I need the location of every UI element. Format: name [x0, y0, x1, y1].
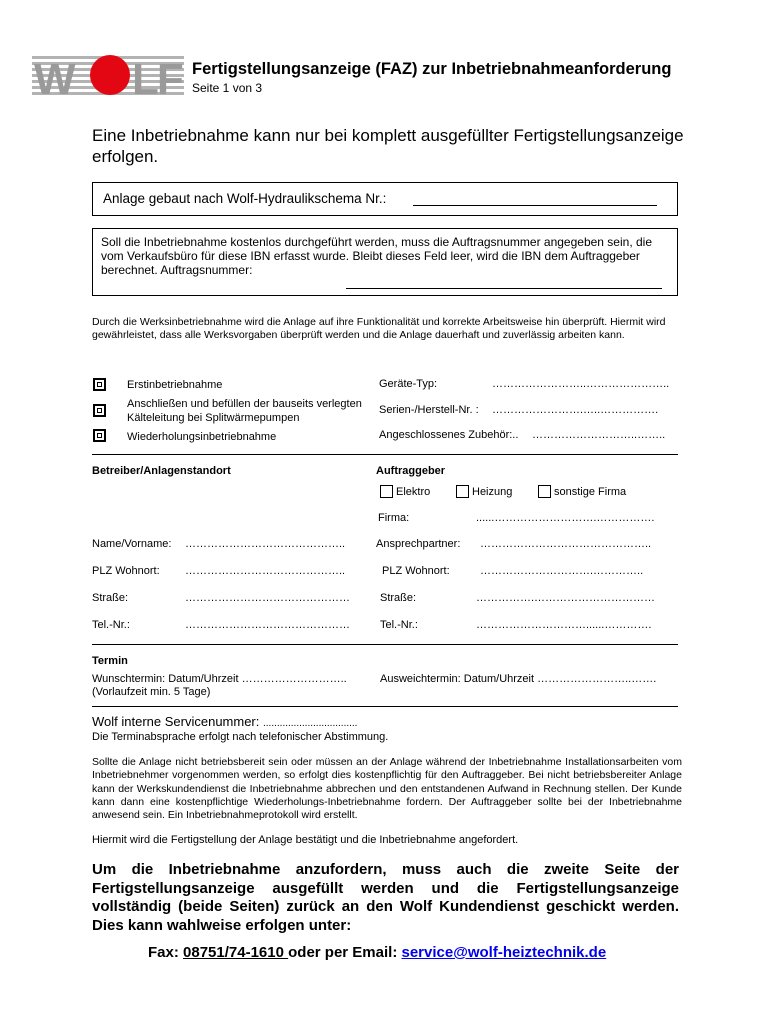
- checkbox-wiederholung[interactable]: [93, 429, 106, 442]
- plz-wohnort-label: PLZ Wohnort:: [92, 565, 160, 577]
- option-wiederholung: Wiederholungsinbetriebnahme: [127, 431, 277, 443]
- auftragsnummer-input-line[interactable]: [346, 288, 662, 289]
- section-divider: [92, 454, 678, 455]
- intro-text: Eine Inbetriebnahme kann nur bei komplett ausgefüllter Fertigstellungsanzeige erfolgen.: [92, 126, 684, 166]
- svg-text:LF: LF: [132, 55, 182, 98]
- name-label: Name/Vorname:: [92, 538, 172, 550]
- strasse-label: Straße:: [92, 592, 129, 604]
- vorlaufzeit-note: (Vorlaufzeit min. 5 Tage): [92, 686, 211, 698]
- checkbox-heizung[interactable]: [456, 485, 469, 498]
- plz-wohnort-dots[interactable]: ……………………………………..: [185, 565, 346, 577]
- tel-label: Tel.-Nr.:: [92, 619, 130, 631]
- kostenpflicht-text: Sollte die Anlage nicht betriebsbereit sein oder müssen an der Anlage während der Inbetriebnahme Installationsarbeiten vom Inbetriebnehmer vorgenommen werden, so erfolgt dies kostenpflichtig für den Auftraggeber. Bei nicht betriebsbereiter Anlage kann der Werkskundendienst die Inbetriebnahme abbrechen und den entstandenen Aufwand in Rechnung stellen. Der Kunde kann dann eine kostenpflichtige Wiederholungs-Inbetriebnahme fordern. Der Auftraggeber sollte bei der Inbetriebnahme anwesend sein. Ein Inbetriebnahmeprotokoll wird erstellt.: [92, 756, 682, 822]
- servicenummer-text: Wolf interne Servicenummer:: [92, 714, 260, 729]
- wunschtermin-field[interactable]: Wunschtermin: Datum/Uhrzeit ………………………..: [92, 673, 347, 685]
- checkbox-sonstige-firma[interactable]: [538, 485, 551, 498]
- bestaetigung-text: Hiermit wird die Fertigstellung der Anlage bestätigt und die Inbetriebnahme angefordert.: [92, 834, 519, 846]
- label-heizung: Heizung: [472, 486, 513, 498]
- ag-strasse-label: Straße:: [380, 592, 417, 604]
- tel-dots[interactable]: ………………………………………: [185, 619, 350, 631]
- ansprechpartner-label: Ansprechpartner:: [376, 538, 461, 550]
- geraete-typ-dots[interactable]: ……………………..…………………..: [492, 378, 670, 390]
- checkbox-erstinbetriebnahme[interactable]: [93, 378, 106, 391]
- auftraggeber-heading: Auftraggeber: [376, 465, 446, 477]
- ag-strasse-dots[interactable]: …………….……………………………: [476, 592, 656, 604]
- contact-line: [148, 944, 606, 961]
- firma-dots[interactable]: ......……………………….…………….: [476, 512, 655, 524]
- document-title: Fertigstellungsanzeige (FAZ) zur Inbetriebnahmeanforderung: [192, 60, 672, 78]
- firma-label: Firma:: [378, 512, 410, 524]
- svg-text:W: W: [34, 55, 74, 98]
- zubehoer-label: Angeschlossenes Zubehör:..: [379, 429, 519, 441]
- service-divider: [92, 706, 678, 707]
- servicenummer-label: [92, 714, 357, 729]
- ausweichtermin-field[interactable]: Ausweichtermin: Datum/Uhrzeit ……………………..…….: [380, 673, 657, 685]
- hydraulik-label: Anlage gebaut nach Wolf-Hydraulikschema Nr.:: [103, 191, 387, 206]
- name-dots[interactable]: ……………………………………..: [185, 538, 346, 550]
- hydraulik-input-line[interactable]: [413, 205, 657, 206]
- fax-number[interactable]: 08751/74-1610: [183, 944, 289, 961]
- checkbox-kaelteleitung[interactable]: [93, 404, 106, 417]
- fax-label: Fax:: [148, 944, 179, 961]
- email-label: oder per Email:: [288, 944, 398, 961]
- label-elektro: Elektro: [396, 486, 431, 498]
- ag-plz-wohnort-dots[interactable]: ………………………….…………..: [480, 565, 644, 577]
- checkbox-elektro[interactable]: [380, 485, 393, 498]
- anforderung-hinweis: Um die Inbetriebnahme anzufordern, muss auch die zweite Seite der Fertigstellungsanzeige ausgefüllt werden und die Fertigstellungsanzeige vollständig (beide Seiten) zurück an den Wolf Kundendienst geschickt werden. Dies kann wahlweise erfolgen unter:: [92, 861, 679, 934]
- termin-heading: Termin: [92, 655, 128, 667]
- label-sonstige-firma: sonstige Firma: [554, 486, 627, 498]
- serien-nr-label: Serien-/Herstell-Nr. :: [379, 404, 479, 416]
- werks-text: Durch die Werksinbetriebnahme wird die Anlage auf ihre Funktionalität und korrekte Arbeitsweise hin überprüft. Hiermit wird gewährleistet, dass alle Werksvorgaben überprüft werden und die Anlage dauerhaft und zuverlässig arbeiten kann.: [92, 316, 666, 342]
- strasse-dots[interactable]: ………………………………………: [185, 592, 350, 604]
- ag-tel-dots[interactable]: …………………………......………….: [476, 619, 652, 631]
- serien-nr-dots[interactable]: …………………….…..…………….: [492, 404, 659, 416]
- auftragsnummer-text: Soll die Inbetriebnahme kostenlos durchgeführt werden, muss die Auftragsnummer angegeben sein, die vom Verkaufsbüro für diese IBN erfasst wurde. Bleibt dieses Feld leer, wird die IBN dem Auftraggeber berechnet. Auftragsnummer:: [101, 235, 652, 277]
- option-erstinbetriebnahme: Erstinbetriebnahme: [127, 379, 223, 391]
- ansprechpartner-dots[interactable]: ………………………………………..: [480, 538, 652, 550]
- hydraulik-box: [92, 182, 678, 216]
- termin-divider: [92, 644, 678, 645]
- ag-tel-label: Tel.-Nr.:: [380, 619, 418, 631]
- auftragsnummer-box: [92, 228, 678, 296]
- option-kaelteleitung: Anschließen und befüllen der bauseits verlegten Kälteleitung bei Splitwärmepumpen: [127, 398, 362, 424]
- geraete-typ-label: Geräte-Typ:: [379, 378, 438, 390]
- page-indicator: Seite 1 von 3: [192, 81, 263, 95]
- servicenummer-dots[interactable]: ..................................: [263, 718, 358, 729]
- wolf-logo: [32, 52, 184, 98]
- zubehoer-dots[interactable]: ………………………..……..: [532, 429, 666, 441]
- ag-plz-wohnort-label: PLZ Wohnort:: [382, 565, 450, 577]
- terminabsprache-text: Die Terminabsprache erfolgt nach telefonischer Abstimmung.: [92, 731, 389, 743]
- betreiber-heading: Betreiber/Anlagenstandort: [92, 465, 231, 477]
- email-link[interactable]: service@wolf-heiztechnik.de: [401, 944, 607, 961]
